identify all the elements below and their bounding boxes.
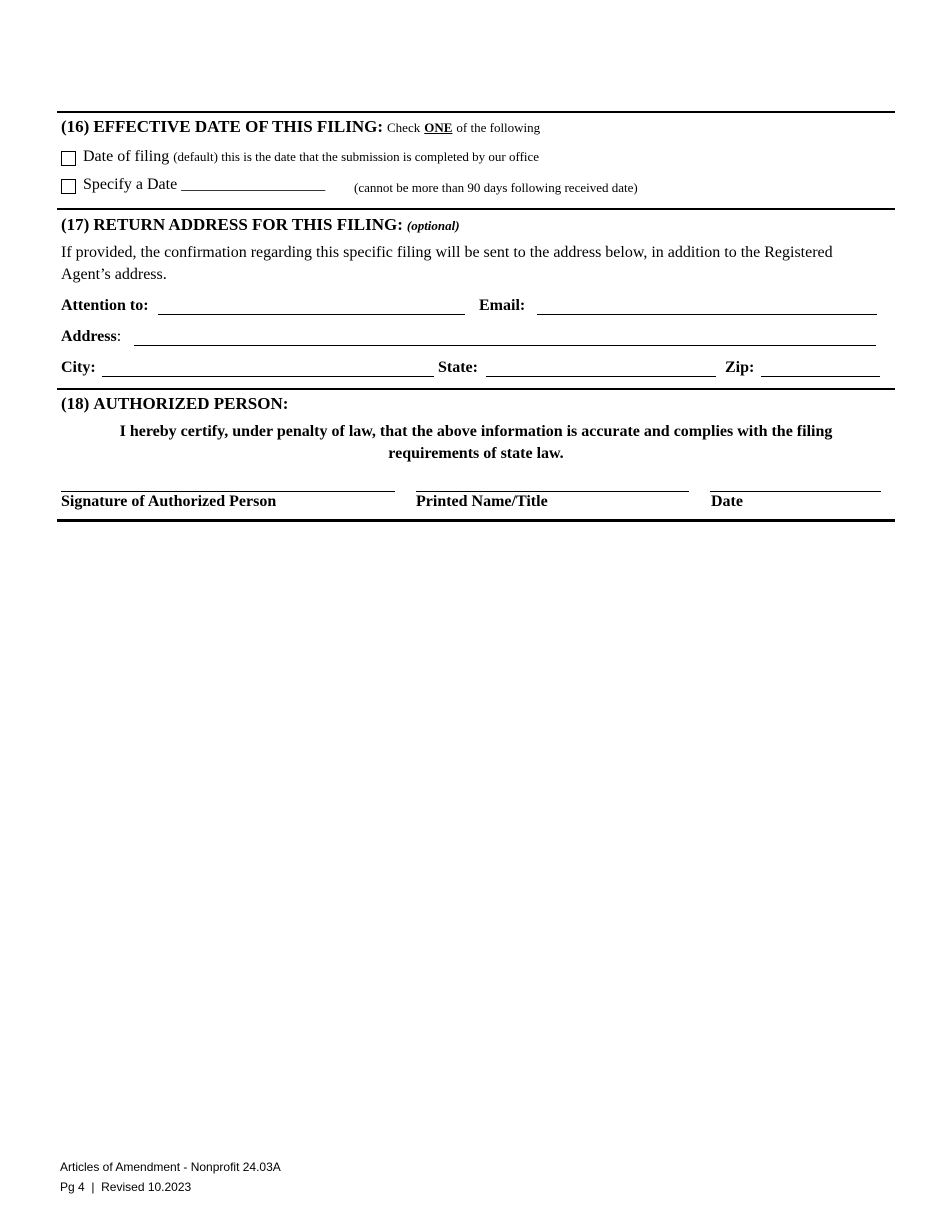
section17-description-line1: If provided, the confirmation regarding this specific filing will be sent to the address below, in addition to the Registered bbox=[61, 244, 833, 261]
state-label: State: bbox=[438, 359, 478, 376]
state-field[interactable] bbox=[486, 376, 716, 377]
date-field[interactable] bbox=[710, 491, 881, 492]
printed-name-label: Printed Name/Title bbox=[416, 493, 548, 510]
section-divider-17 bbox=[57, 208, 895, 210]
section17-heading bbox=[61, 215, 460, 235]
section-divider-18 bbox=[57, 388, 895, 390]
certification-line2: requirements of state law. bbox=[388, 445, 564, 462]
address-colon: : bbox=[116, 328, 122, 345]
specify-date-blank[interactable]: __________________ bbox=[181, 176, 326, 193]
zip-field[interactable] bbox=[761, 376, 880, 377]
section17-description-line2: Agent’s address. bbox=[61, 266, 167, 283]
section17-number: (17) bbox=[61, 215, 90, 234]
signature-label: Signature of Authorized Person bbox=[61, 493, 277, 510]
section16-heading bbox=[61, 117, 540, 137]
specify-date-label: Specify a Date bbox=[83, 176, 178, 193]
specify-date-option bbox=[83, 176, 325, 194]
section18-number: (18) bbox=[61, 394, 90, 413]
date-of-filing-label: Date of filing bbox=[83, 148, 170, 165]
section16-instruction-pre: Check bbox=[387, 120, 421, 135]
city-field[interactable] bbox=[102, 376, 434, 377]
section18-heading bbox=[61, 394, 288, 414]
section-divider-bottom bbox=[57, 519, 895, 522]
footer-form-name: Articles of Amendment - Nonprofit 24.03A bbox=[60, 1160, 281, 1174]
address-label: Address bbox=[61, 328, 117, 345]
email-label: Email: bbox=[479, 297, 526, 314]
section16-instruction-post: of the following bbox=[456, 120, 541, 135]
section18-title: AUTHORIZED PERSON: bbox=[93, 394, 289, 413]
email-field[interactable] bbox=[537, 314, 877, 315]
section17-optional: (optional) bbox=[406, 218, 460, 233]
specify-date-note: (cannot be more than 90 days following received date) bbox=[354, 180, 638, 195]
address-field[interactable] bbox=[134, 345, 876, 346]
section16-instruction-emphasis: ONE bbox=[424, 120, 453, 135]
certification-line1: I hereby certify, under penalty of law, that the above information is accurate and complies with the filing bbox=[119, 423, 833, 440]
date-of-filing-option bbox=[83, 148, 539, 166]
printed-name-field[interactable] bbox=[416, 491, 689, 492]
date-of-filing-checkbox[interactable] bbox=[61, 151, 76, 166]
specify-date-checkbox[interactable] bbox=[61, 179, 76, 194]
section16-number: (16) bbox=[61, 117, 90, 136]
section16-title: EFFECTIVE DATE OF THIS FILING: bbox=[93, 117, 384, 136]
date-of-filing-note: (default) this is the date that the submission is completed by our office bbox=[173, 149, 540, 164]
address-label-wrap bbox=[61, 328, 121, 346]
date-label: Date bbox=[711, 493, 743, 510]
attention-field[interactable] bbox=[158, 314, 465, 315]
city-label: City: bbox=[61, 359, 96, 376]
section17-title: RETURN ADDRESS FOR THIS FILING: bbox=[93, 215, 403, 234]
zip-label: Zip: bbox=[725, 359, 755, 376]
footer-page-info: Pg 4 | Revised 10.2023 bbox=[60, 1180, 192, 1194]
section-divider-top bbox=[57, 111, 895, 113]
signature-field[interactable] bbox=[61, 491, 395, 492]
attention-label: Attention to: bbox=[61, 297, 149, 314]
